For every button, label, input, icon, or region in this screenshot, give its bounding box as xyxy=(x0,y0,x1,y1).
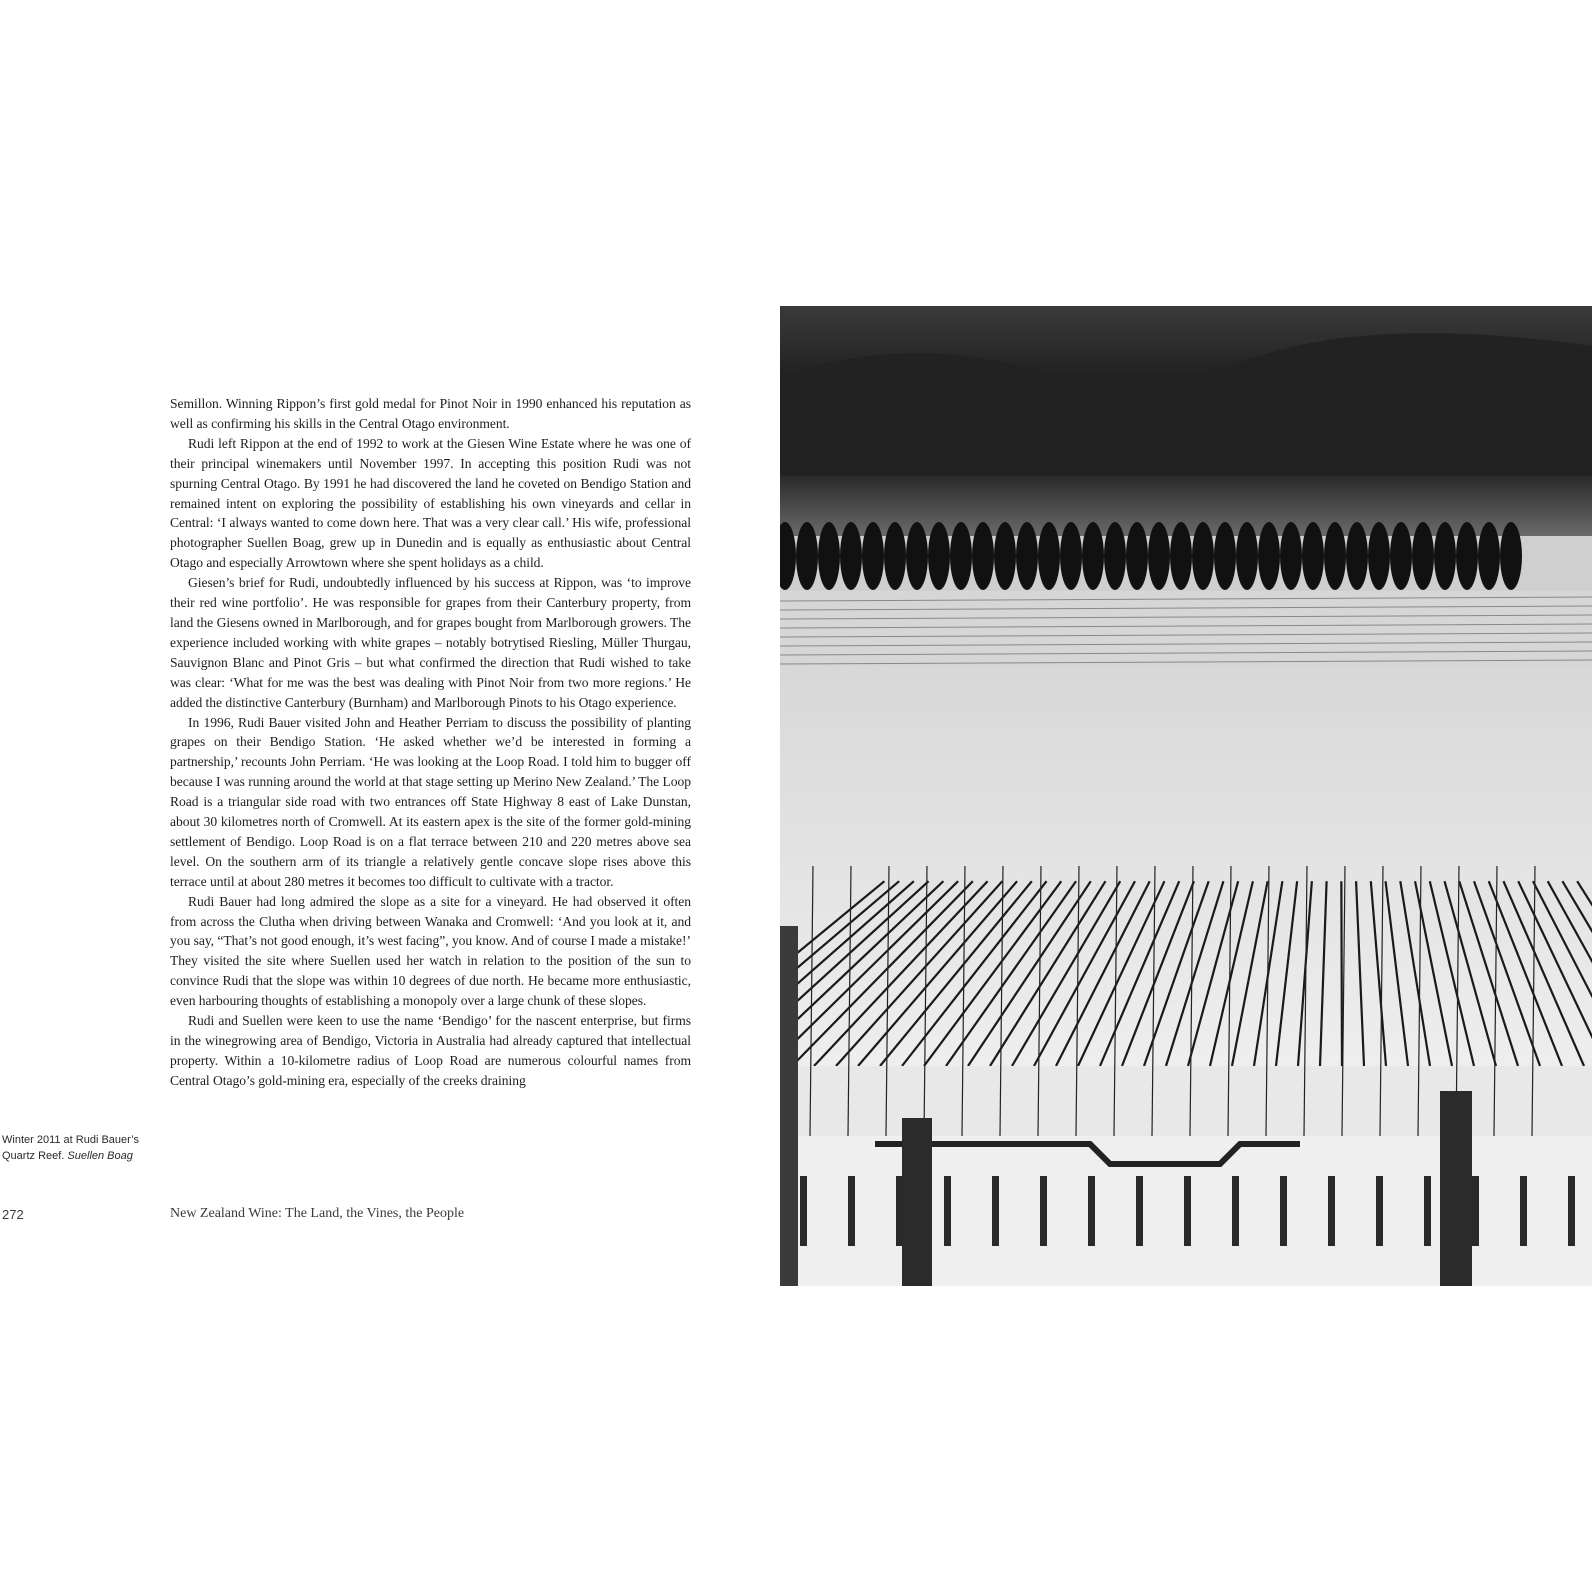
paragraph: In 1996, Rudi Bauer visited John and Heather Perriam to discuss the possibility of planting grapes on their Bendigo Station. ‘He asked whether we’d be interested in forming a partnership,’ recounts John Perriam. ‘He was looking at the Loop Road. I told him to bugger off because I was running around the world at that stage setting up Merino New Zealand.’ The Loop Road is a triangular side road with two entrances off State Highway 8 east of Lake Dunstan, about 30 kilometres north of Cromwell. At its eastern apex is the site of the former gold-mining settlement of Bendigo. Loop Road is on a flat terrace between 210 and 220 metres above sea level. On the southern arm of its triangle a relatively gentle concave slope rises above this terrace until at about 280 metres it becomes too difficult to cultivate with a tractor. xyxy=(170,714,691,889)
vineyard-photo-drawing xyxy=(780,306,1592,1286)
caption-text: Winter 2011 at Rudi Bauer’s Quartz Reef. xyxy=(2,1134,139,1162)
paragraph: Rudi and Suellen were keen to use the name ‘Bendigo’ for the nascent enterprise, but firms in the winegrowing area of Bendigo, Victoria in Australia had already captured that intellectual property. Within a 10-kilometre radius of Loop Road are numerous colourful names from Central Otago’s gold-mining era, especially of the creeks draining xyxy=(170,1013,691,1088)
paragraph: Semillon. Winning Rippon’s first gold medal for Pinot Noir in 1990 enhanced his reputation as well as confirming his skills in the Central Otago environment. xyxy=(170,396,691,431)
photo-credit: Suellen Boag xyxy=(67,1149,133,1162)
paragraph: Rudi left Rippon at the end of 1992 to work at the Giesen Wine Estate where he was one of their principal winemakers until November 1997. In accepting this position Rudi was not spurning Central Otago. By 1991 he had discovered the land he coveted on Bendigo Station and remained intent on exploring the possibility of establishing his own vineyards and cellar in Central: ‘I always wanted to come down here. That was a very clear call.’ His wife, professional photographer Suellen Boag, grew up in Dunedin and is equally as enthusiastic about Central Otago and especially Arrowtown where she spent holidays as a child. xyxy=(170,435,691,571)
running-footer: New Zealand Wine: The Land, the Vines, the People xyxy=(170,1206,465,1221)
paragraph: Giesen’s brief for Rudi, undoubtedly influenced by his success at Rippon, was ‘to improve their red wine portfolio’. He was responsible for grapes from their Canterbury property, from land the Giesens owned in Marlborough, and for grapes bought from Marlborough growers. The experience included working with white grapes – notably botrytised Riesling, Müller Thurgau, Sauvignon Blanc and Pinot Gris – but what confirmed the direction that Rudi wished to take was clear: ‘What for me was the best was dealing with Pinot Noir from two more regions.’ He added the distinctive Canterbury (Burnham) and Marlborough Pinots to his Otago experience. xyxy=(170,575,691,710)
page-number: 272 xyxy=(2,1207,24,1222)
body-text xyxy=(170,394,691,1091)
vineyard-photo xyxy=(780,306,1592,1286)
paragraph: Rudi Bauer had long admired the slope as a site for a vineyard. He had observed it often from across the Clutha when driving between Wanaka and Cromwell: ‘And you look at it, and you say, “That’s not good enough, it’s west facing”, you know. And of course I made a mistake!’ They visited the site where Suellen used her watch in relation to the position of the sun to convince Rudi that the slope was within 10 degrees of due north. He became more enthusiastic, even harbouring thoughts of establishing a monopoly over a large chunk of these slopes. xyxy=(170,893,691,1009)
photo-caption xyxy=(2,1133,152,1164)
